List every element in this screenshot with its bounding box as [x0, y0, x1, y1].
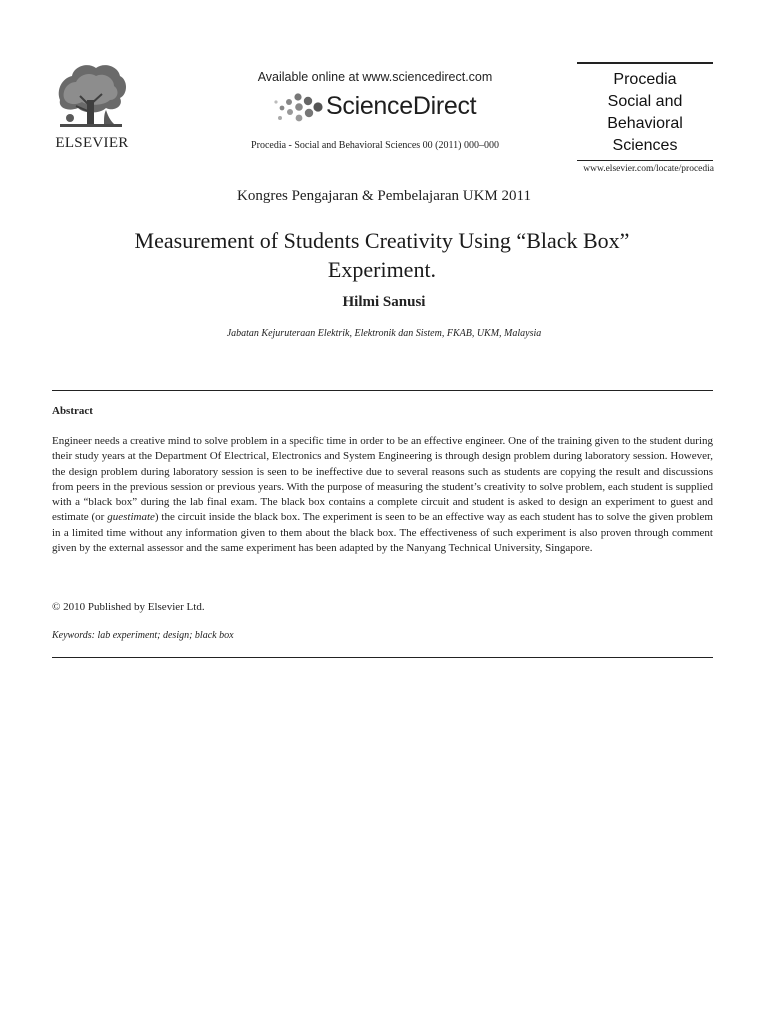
- journal-title: [577, 69, 713, 157]
- conference-name: Kongres Pengajaran & Pembelajaran UKM 2011: [237, 188, 531, 204]
- available-online-text: Available online at www.sciencedirect.com: [257, 70, 493, 84]
- divider-bottom: [52, 657, 713, 658]
- sciencedirect-wordmark: ScienceDirect: [326, 92, 477, 120]
- journal-title-line: Social and: [607, 93, 683, 110]
- journal-citation: Procedia - Social and Behavioral Sciences 00 (2011) 000–000: [251, 140, 499, 151]
- paper-title: Measurement of Students Creativity Using “Black Box” Experiment.: [134, 228, 630, 282]
- keywords: Keywords: lab experiment; design; black box: [52, 630, 234, 641]
- abstract-body: [52, 434, 713, 556]
- author-affiliation: Jabatan Kejuruteraan Elektrik, Elektronik dan Sistem, FKAB, UKM, Malaysia: [226, 328, 542, 339]
- abstract-text: Engineer needs a creative mind to solve problem in a specific time in order to be an effective engineer. One of the training given to the student during their study years at the Department Of Electrical, Electronics and System Engineering is through design problem during laboratory session. However, the design problem during laboratory session is seen to be ineffective due to several reasons such as students are copying the result and discussions from peers in the previous session or previous years. With the purpose of measuring the student’s creativity to solve problem, each student is supplied with a “black box” during the lab final exam. The black box contains a complete circuit and student is asked to design an experiment to guest and estimate (or: [52, 435, 713, 524]
- journal-url: www.elsevier.com/locate/procedia: [583, 164, 714, 174]
- elsevier-tree-icon: [54, 60, 128, 132]
- journal-title-line: Behavioral: [607, 115, 683, 132]
- abstract-emphasis: guestimate: [107, 511, 155, 524]
- abstract-text: ) the circuit inside the black box. The experiment is seen to be an effective way as each student has to solve the given problem in a limited time without any information given to them about the black box. The effectiveness of such experiment is also proven through comment given by the external assessor and the same experiment has been adapted by the Nanyang Technical University, Singapore.: [52, 511, 713, 555]
- publisher-name: ELSEVIER: [55, 135, 129, 151]
- divider-top: [52, 390, 713, 391]
- journal-title-line: Procedia: [613, 71, 677, 88]
- copyright-notice: © 2010 Published by Elsevier Ltd.: [52, 601, 205, 613]
- publisher-logo: [52, 60, 132, 152]
- sciencedirect-logo: [272, 88, 512, 128]
- journal-title-box: [577, 62, 713, 161]
- abstract-heading: Abstract: [52, 405, 93, 417]
- author-name: Hilmi Sanusi: [342, 294, 426, 310]
- journal-title-line: Sciences: [612, 137, 678, 154]
- sciencedirect-dots-icon: [272, 90, 326, 126]
